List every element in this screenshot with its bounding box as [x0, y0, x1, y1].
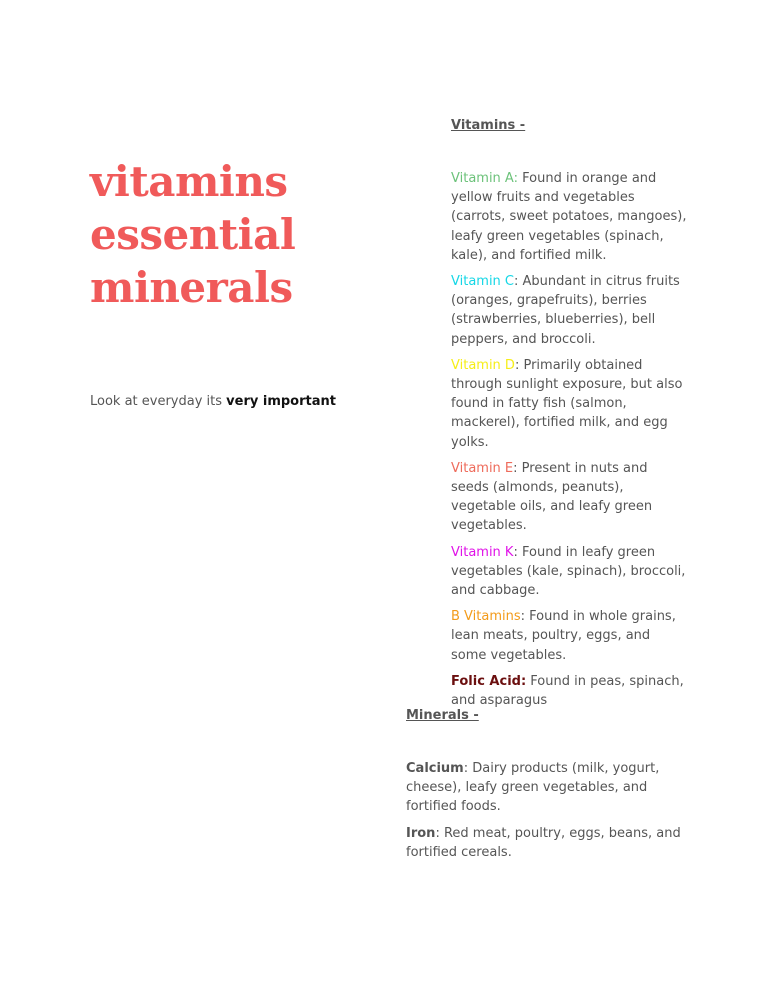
vitamin-d-text: : Primarily obtained through sunlight exposure, but also found in fatty fish (salmon, mackerel), fortified milk, and egg yolks.: [451, 357, 683, 450]
iron-item: [406, 824, 686, 862]
page-title: [90, 155, 295, 314]
b-vitamins-text: : Found in whole grains, lean meats, poultry, eggs, and some vegetables.: [451, 609, 676, 663]
title-line-1: vitamins: [90, 157, 288, 206]
vitamin-c-item: [451, 272, 687, 349]
folic-acid-name: Folic Acid:: [451, 673, 527, 689]
vitamin-c-text: : Abundant in citrus fruits (oranges, grapefruits), berries (strawberries, blueberries), bell peppers, and broccoli.: [451, 274, 680, 347]
vitamin-d-name: Vitamin D: [451, 357, 515, 373]
vitamin-e-text: : Present in nuts and seeds (almonds, peanuts), vegetable oils, and leafy green vegetables.: [451, 460, 653, 534]
vitamin-e-name: Vitamin E: [451, 460, 514, 476]
title-line-3: minerals: [90, 263, 293, 312]
vitamin-k-text: : Found in leafy green vegetables (kale, spinach), broccoli, and cabbage.: [451, 544, 686, 599]
tagline-text: Look at everyday its: [90, 394, 227, 409]
calcium-text: : Dairy products (milk, yogurt, cheese), leafy green vegetables, and fortified foods.: [406, 761, 660, 815]
b-vitamins-item: [451, 607, 687, 665]
minerals-list: [406, 759, 686, 869]
folic-acid-text: Found in peas, spinach, and asparagus: [451, 673, 684, 709]
vitamin-e-item: [451, 459, 687, 536]
minerals-heading: Minerals -: [406, 708, 479, 723]
calcium-item: [406, 759, 686, 817]
title-line-2: essential: [90, 210, 296, 259]
vitamins-heading: Vitamins -: [451, 118, 526, 133]
vitamin-c-name: Vitamin C: [451, 274, 515, 290]
vitamins-list: [451, 169, 687, 717]
vitamin-k-name: Vitamin K: [451, 544, 514, 560]
vitamin-a-item: [451, 169, 687, 265]
vitamin-d-item: [451, 356, 687, 452]
tagline-emphasis: very important: [226, 394, 336, 409]
calcium-name: Calcium: [406, 761, 464, 776]
vitamin-k-item: [451, 543, 687, 601]
vitamin-a-text: Found in orange and yellow fruits and vegetables (carrots, sweet potatoes, mangoes), leafy green vegetables (spinach, kale), and fortified milk.: [451, 171, 687, 263]
b-vitamins-name: B Vitamins: [451, 609, 521, 625]
iron-name: Iron: [406, 825, 436, 841]
iron-text: : Red meat, poultry, eggs, beans, and fortified cereals.: [406, 825, 681, 860]
folic-acid-item: [451, 672, 687, 710]
tagline: [90, 392, 336, 411]
vitamin-a-name: Vitamin A:: [451, 171, 518, 186]
